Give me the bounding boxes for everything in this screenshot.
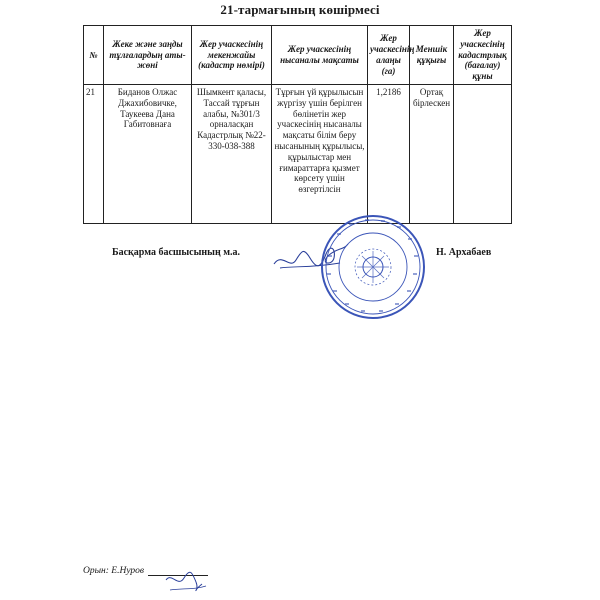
executor-name: Орын: Е.Нуров <box>83 566 145 576</box>
cell-cadastral-value <box>454 84 512 223</box>
land-plot-table <box>83 25 512 224</box>
table-header-row <box>84 26 512 85</box>
cell-address: Шымкент қаласы, Тассай тұрғын алабы, №301/3 орналасқан Кадастрлық №22-330-038-388 <box>192 84 272 223</box>
table-row <box>84 84 512 223</box>
header-area: Жер учаскесінің алаңы (га) <box>368 26 410 85</box>
document-title: 21-тармағының көшірмесі <box>220 2 380 17</box>
header-address: Жер учаскесінің мекенжайы (кадастр нөмірі) <box>192 26 272 85</box>
executor-signature-image <box>160 566 210 598</box>
official-seal-image <box>319 213 427 321</box>
cell-number: 21 <box>84 84 104 223</box>
header-number: № <box>84 26 104 85</box>
cell-name: Биданов Олжас Джахибовичке, Таукеева Дана Габитовнаға <box>104 84 192 223</box>
signatory-name: Н. Архабаев <box>436 247 492 258</box>
header-cadastral-value: Жер учаскесінің кадастрлық (бағалау) құны <box>454 26 512 85</box>
header-ownership: Меншік құқығы <box>410 26 454 85</box>
cell-purpose <box>272 84 368 223</box>
header-name: Жеке және заңды тұлғалардың аты-жөні <box>104 26 192 85</box>
header-purpose: Жер учаскесінің нысаналы мақсаты <box>272 26 368 85</box>
signatory-position: Басқарма басшысының м.а. <box>112 247 241 258</box>
cell-ownership: Ортақ бірлескен <box>410 84 454 223</box>
cell-purpose-text: Тұрғын үй құрылысын жүргізу үшін берілген бөлінетін жер учаскесінің нысаналы мақсаты білім беру нысанының құрылысы, құрылыстар мен ғимараттарға қызмет көрсету үшін өзгертілсін <box>274 86 365 195</box>
cell-area: 1,2186 <box>368 84 410 223</box>
